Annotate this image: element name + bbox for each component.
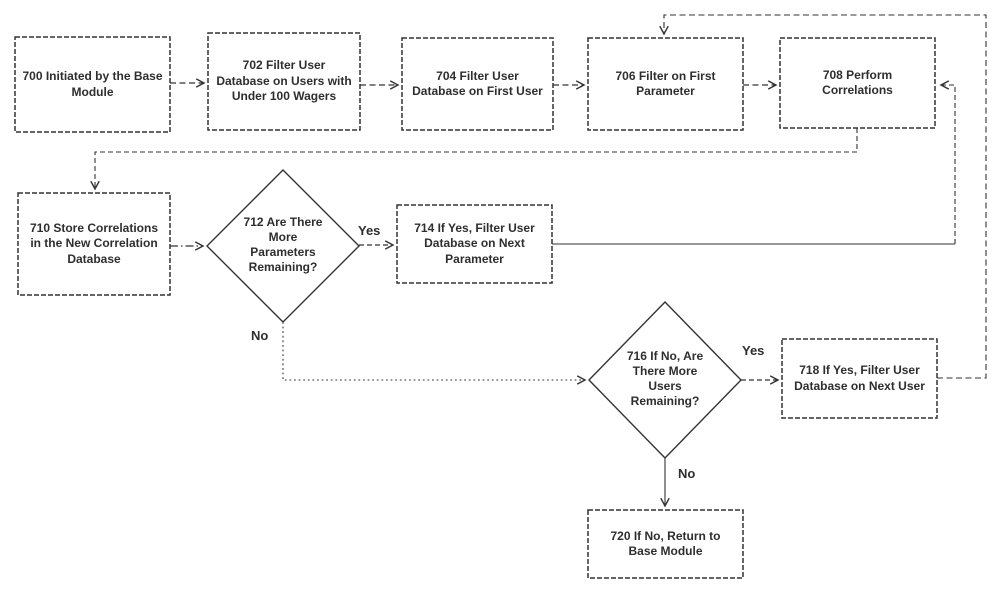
node-710: 710 Store Correlations in the New Correlation Database bbox=[29, 220, 159, 266]
edge-label-712-no: No bbox=[251, 328, 269, 343]
node-706: 706 Filter on First Parameter bbox=[615, 68, 716, 98]
node-714: 714 If Yes, Filter User Database on Next Parameter bbox=[414, 220, 535, 266]
edge-label-716-no: No bbox=[678, 466, 696, 481]
node-708: 708 Perform Correlations bbox=[822, 67, 893, 97]
node-716: 716 If No, Are There More Users Remaining? bbox=[626, 349, 704, 408]
edge-714-708-loop bbox=[941, 85, 955, 244]
edge-label-712-yes: Yes bbox=[358, 223, 381, 238]
node-720: 720 If No, Return to Base Module bbox=[610, 528, 721, 558]
node-718: 718 If Yes, Filter User Database on Next User bbox=[794, 363, 925, 393]
node-704: 704 Filter User Database on First User bbox=[412, 68, 543, 98]
edge-708-710 bbox=[95, 128, 857, 189]
node-702: 702 Filter User Database on Users with Under 100 Wagers bbox=[216, 58, 352, 104]
edge-label-716-yes: Yes bbox=[742, 343, 765, 358]
node-712: 712 Are There More Parameters Remaining? bbox=[243, 215, 323, 274]
edge-712-716-no bbox=[283, 322, 585, 380]
node-700: 700 Initiated by the Base Module bbox=[22, 69, 163, 99]
